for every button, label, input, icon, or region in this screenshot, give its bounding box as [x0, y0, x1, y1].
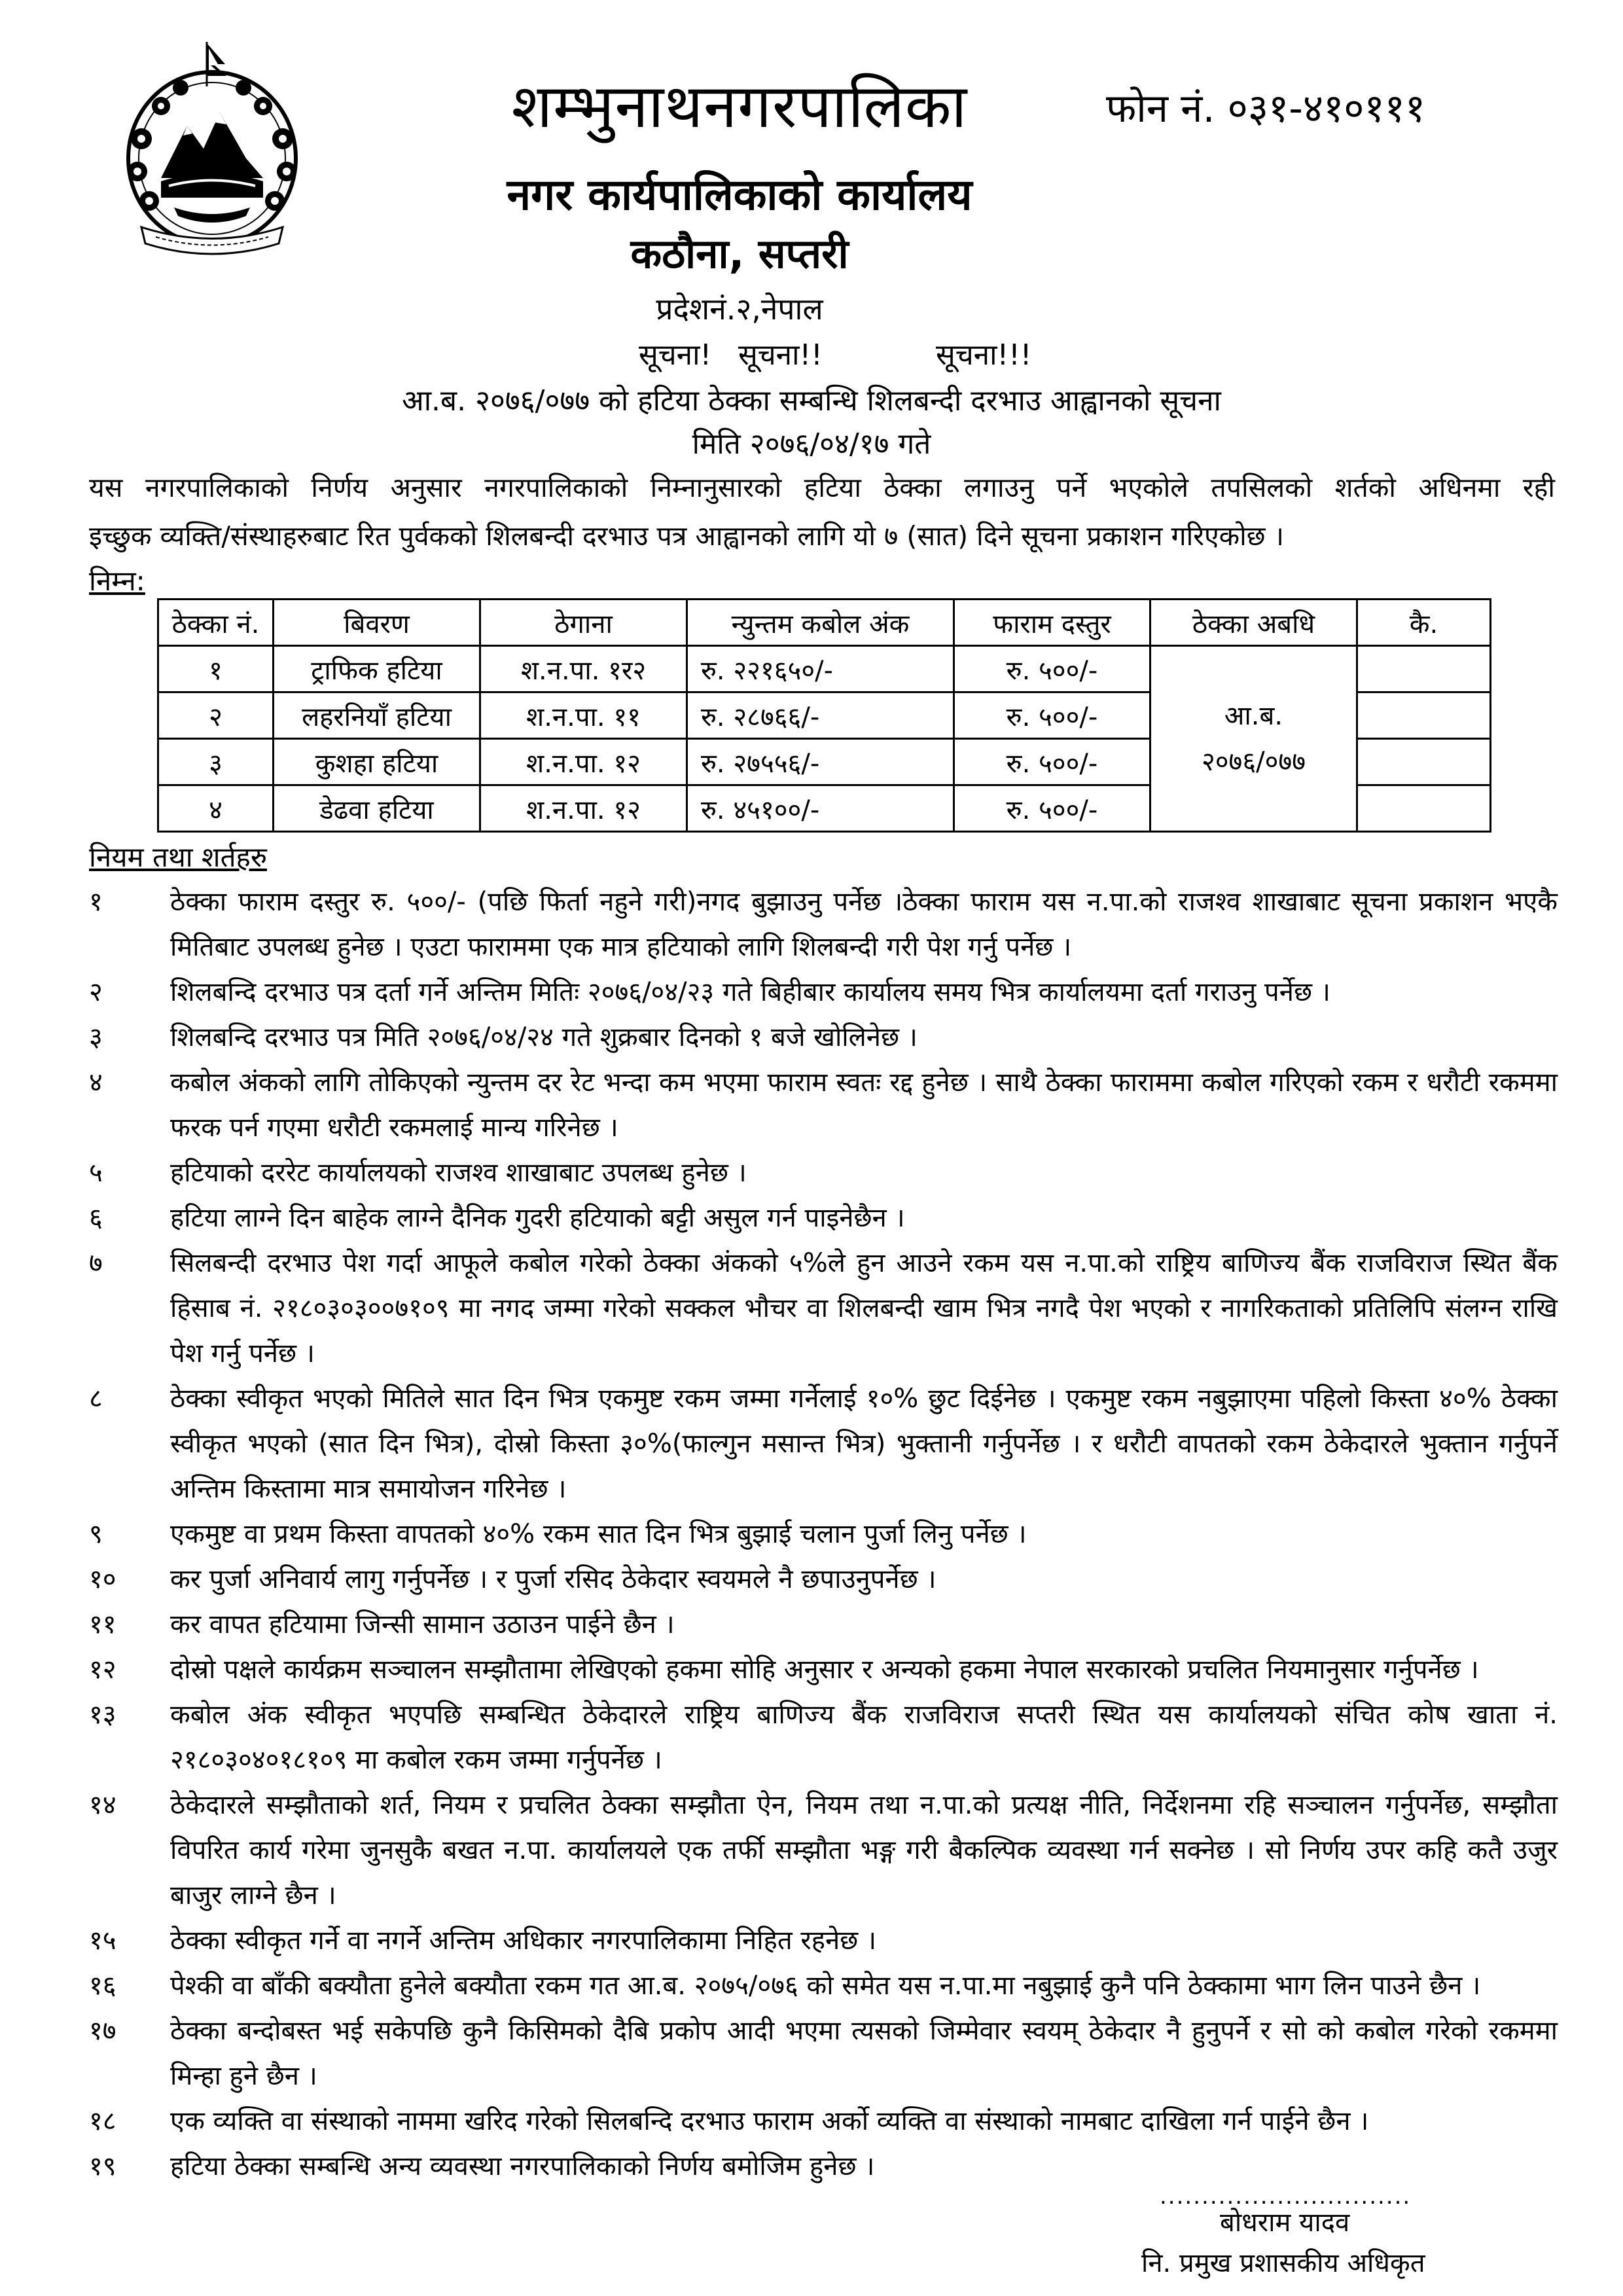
rule-text: कबोल अंकको लागि तोकिएको न्युन्तम दर रेट भन्दा कम भएमा फाराम स्वतः रद्द हुनेछ । साथै ठेक्का फाराममा कबोल गरिएको रकम र धरौटी रकममा फरक पर्न गएमा धरौटी रकमलाई मान्य गरिनेछ । [170, 1067, 1558, 1143]
table-row [158, 646, 1491, 692]
table-heading: निम्न: [89, 565, 145, 597]
rule-text: हटियाको दररेट कार्यालयको राजश्व शाखाबाट उपलब्ध हुनेछ । [170, 1158, 747, 1188]
rule-item [89, 1918, 1558, 1964]
rule-number: १० [89, 1564, 116, 1594]
cell-address: श.न.पा. ११ [480, 692, 687, 739]
rule-number: १९ [89, 2151, 116, 2181]
rule-number: ११ [89, 1609, 116, 1640]
rule-number: ७ [89, 1248, 103, 1278]
rule-number: १५ [89, 1926, 116, 1956]
rule-text: शिलबन्दि दरभाउ पत्र दर्ता गर्ने अन्तिम मितिः २०७६/०४/२३ गते बिहीबार कार्यालय समय भित्र कार्यालयमा दर्ता गराउनु पर्नेछ । [170, 977, 1330, 1007]
rule-number: ९ [89, 1519, 103, 1549]
phone-number: फोन नं. ०३१-४१०१११ [1106, 86, 1426, 132]
cell-contract-no: ४ [158, 785, 274, 832]
cell-description: कुशहा हटिया [274, 739, 480, 785]
notice-date: मिति २०७६/०४/१७ गते [692, 427, 931, 461]
contract-table [157, 598, 1491, 833]
cell-min-bid: रु. ४५१००/- [687, 785, 954, 832]
rule-number: १३ [89, 1700, 116, 1730]
municipality-name: शम्भुनाथनगरपालिका [511, 71, 968, 141]
rule-text: सिलबन्दी दरभाउ पेश गर्दा आफूले कबोल गरेको ठेक्का अंकको ५%ले हुन आउने रकम यस न.पा.को राष्ट्रिय बाणिज्य बैंक राजविराज स्थित बैंक हिसाब नं. २१८०३०३००७१०९ मा नगद जम्मा गरेको सक्कल भौचर वा शिलबन्दी खाम भित्र नगदै पेश भएको र नागरिकताको प्रतिलिपि संलग्न राखि पेश गर्नु पर्नेछ । [170, 1248, 1558, 1369]
col-header-form-fee: फाराम दस्तुर [954, 600, 1150, 646]
rule-item [89, 1196, 1558, 1241]
cell-form-fee: रु. ५००/- [954, 646, 1150, 692]
rule-item [89, 1241, 1558, 1376]
rule-number: १७ [89, 2016, 116, 2046]
cell-remarks [1357, 739, 1491, 785]
office-name: नगर कार्यपालिकाको कार्यालय [507, 170, 972, 220]
rule-text: शिलबन्दि दरभाउ पत्र मिति २०७६/०४/२४ गते शुक्रबार दिनको १ बजे खोलिनेछ । [170, 1022, 918, 1052]
cell-address: श.न.पा. १२ [480, 739, 687, 785]
rule-text: कबोल अंक स्वीकृत भएपछि सम्बन्धित ठेकेदारले राष्ट्रिय बाणिज्य बैंक राजविराज सप्तरी स्थित यस कार्यालयको संचित कोष खाता नं. २१८०३०४०१८१०९ मा कबोल रकम जम्मा गर्नुपर्नेछ । [170, 1700, 1558, 1775]
rule-number: ५ [89, 1158, 103, 1188]
rule-text: पेश्की वा बाँकी बक्यौता हुनेले बक्यौता रकम गत आ.ब. २०७५/०७६ को समेत यस न.पा.मा नबुझाई कुनै पनि ठेक्कामा भाग लिन पाउने छैन । [170, 1971, 1481, 2001]
rule-item [89, 1376, 1558, 1512]
rule-item [89, 1557, 1558, 1602]
rule-text: एक व्यक्ति वा संस्थाको नाममा खरिद गरेको सिलबन्दि दरभाउ फाराम अर्को व्यक्ति वा संस्थाको नामबाट दाखिला गर्न पाईने छैन । [170, 2106, 1369, 2136]
rule-text: हटिया लाग्ने दिन बाहेक लाग्ने दैनिक गुदरी हटियाको बट्टी असुल गर्न पाइनेछैन । [170, 1203, 905, 1233]
rule-item [89, 1647, 1558, 1693]
signature-line: .............................. [1160, 2183, 1412, 2210]
cell-remarks [1357, 785, 1491, 832]
table-header-row [158, 600, 1491, 646]
rule-number: ८ [89, 1384, 103, 1414]
rules-list [89, 880, 1558, 2189]
col-header-min-bid: न्युन्तम कबोल अंक [687, 600, 954, 646]
rule-item [89, 1693, 1558, 1783]
cell-contract-no: २ [158, 692, 274, 739]
rule-number: १ [89, 887, 103, 917]
cell-contract-no: १ [158, 646, 274, 692]
signatory-name: बोधराम यादव [1220, 2208, 1350, 2238]
notice-word-1: सूचना! [639, 338, 712, 372]
rule-item [89, 880, 1558, 970]
rule-item [89, 1060, 1558, 1151]
rule-item [89, 1151, 1558, 1196]
cell-min-bid: रु. २२१६५०/- [687, 646, 954, 692]
rule-item [89, 970, 1558, 1015]
intro-line-2: इच्छुक व्यक्ति/संस्थाहरुबाट रित पुर्वकको शिलबन्दी दरभाउ पत्र आह्वानको लागि यो ७ (सात) दिने सूचना प्रकाशन गरिएकोछ । [89, 520, 1285, 552]
rule-text: दोस्रो पक्षले कार्यक्रम सञ्चालन सम्झौतामा लेखिएको हकमा सोहि अनुसार र अन्यको हकमा नेपाल सरकारको प्रचलित नियमानुसार गर्नुपर्नेछ । [170, 1655, 1479, 1685]
cell-form-fee: रु. ५००/- [954, 785, 1150, 832]
cell-min-bid: रु. २७५५६/- [687, 739, 954, 785]
period-line-2: २०७६/०७७ [1201, 746, 1306, 777]
cell-period [1150, 646, 1357, 832]
rule-item [89, 1512, 1558, 1557]
cell-description: लहरनियाँ हटिया [274, 692, 480, 739]
notice-subject: आ.ब. २०७६/०७७ को हटिया ठेक्का सम्बन्धि शिलबन्दी दरभाउ आह्वानको सूचना [402, 384, 1221, 418]
rule-item [89, 2009, 1558, 2099]
office-location: कठौना, सप्तरी [630, 230, 849, 278]
cell-form-fee: रु. ५००/- [954, 739, 1150, 785]
municipality-emblem-icon [115, 41, 309, 260]
rule-text: कर वापत हटियामा जिन्सी सामान उठाउन पाईने छैन । [170, 1609, 675, 1640]
rule-text: एकमुष्ट वा प्रथम किस्ता वापतको ४०% रकम सात दिन भित्र बुझाई चलान पुर्जा लिनु पर्नेछ । [170, 1519, 1027, 1549]
cell-address: श.न.पा. १र२ [480, 646, 687, 692]
province-line: प्रदेशनं.२,नेपाल [656, 291, 823, 327]
notice-word-3: सूचना!!! [936, 338, 1032, 372]
rule-item [89, 2099, 1558, 2144]
cell-form-fee: रु. ५००/- [954, 692, 1150, 739]
cell-min-bid: रु. २८७६६/- [687, 692, 954, 739]
rule-item [89, 1015, 1558, 1060]
rule-number: १८ [89, 2106, 116, 2136]
period-line-1: आ.ब. [1224, 700, 1283, 731]
signatory-title: नि. प्रमुख प्रशासकीय अधिकृत [1141, 2248, 1425, 2278]
rule-number: १६ [89, 1971, 116, 2001]
rule-item [89, 1602, 1558, 1647]
col-header-description: बिवरण [274, 600, 480, 646]
intro-paragraph [89, 463, 1555, 560]
cell-description: ट्राफिक हटिया [274, 646, 480, 692]
rule-item [89, 1964, 1558, 2009]
col-header-period: ठेक्का अबधि [1150, 600, 1357, 646]
intro-line-1: यस नगरपालिकाको निर्णय अनुसार नगरपालिकाको निम्नानुसारको हटिया ठेक्का लगाउनु पर्ने भएकोले तपसिलको शर्तको अधिनमा रही [89, 472, 1555, 503]
cell-contract-no: ३ [158, 739, 274, 785]
col-header-remarks: कै. [1357, 600, 1491, 646]
rule-number: १४ [89, 1790, 116, 1820]
notice-word-2: सूचना!! [738, 338, 823, 372]
cell-description: डेढवा हटिया [274, 785, 480, 832]
rule-text: ठेक्का स्वीकृत गर्ने वा नगर्ने अन्तिम अधिकार नगरपालिकामा निहित रहनेछ । [170, 1926, 877, 1956]
rule-text: ठेक्का बन्दोबस्त भई सकेपछि कुनै किसिमको दैबि प्रकोप आदी भएमा त्यसको जिम्मेवार स्वयम् ठेकेदार नै हुनुपर्ने र सो को कबोल गरेको रकममा मिन्हा हुने छैन । [170, 2016, 1558, 2091]
rule-item [89, 2144, 1558, 2189]
cell-address: श.न.पा. १२ [480, 785, 687, 832]
rule-text: ठेक्का स्वीकृत भएको मितिले सात दिन भित्र एकमुष्ट रकम जम्मा गर्नेलाई १०% छुट दिईनेछ । एकमुष्ट रकम नबुझाएमा पहिलो किस्ता ४०% ठेक्का स्वीकृत भएको (सात दिन भित्र), दोस्रो किस्ता ३०%(फाल्गुन मसान्त भित्र) भुक्तानी गर्नुपर्नेछ । र धरौटी वापतको रकम ठेकेदारले भुक्तान गर्नुपर्ने अन्तिम किस्तामा मात्र समायोजन गरिनेछ । [170, 1384, 1558, 1504]
col-header-address: ठेगाना [480, 600, 687, 646]
rule-number: ४ [89, 1067, 103, 1098]
rule-text: ठेक्का फाराम दस्तुर रु. ५००/- (पछि फिर्ता नहुने गरी)नगद बुझाउनु पर्नेछ ।ठेक्का फाराम यस न.पा.को राजश्व शाखाबाट सूचना प्रकाशन भएकै मितिबाट उपलब्ध हुनेछ । एउटा फाराममा एक मात्र हटियाको लागि शिलबन्दी गरी पेश गर्नु पर्नेछ । [170, 887, 1558, 962]
rule-text: ठेकेदारले सम्झौताको शर्त, नियम र प्रचलित ठेक्का सम्झौता ऐन, नियम तथा न.पा.को प्रत्यक्ष नीति, निर्देशनमा रहि सञ्चालन गर्नुपर्नेछ, सम्झौता विपरित कार्य गरेमा जुनसुकै बखत न.पा. कार्यालयले एक तर्फी सम्झौता भङ्ग गरी बैकल्पिक व्यवस्था गर्न सक्नेछ । सो निर्णय उपर कहि कतै उजुर बाजुर लाग्ने छैन । [170, 1790, 1558, 1910]
rules-heading: नियम तथा शर्तहरु [89, 841, 267, 873]
rule-number: २ [89, 977, 103, 1007]
rule-number: १२ [89, 1655, 116, 1685]
rule-item [89, 1783, 1558, 1918]
cell-remarks [1357, 646, 1491, 692]
rule-text: हटिया ठेक्का सम्बन्धि अन्य व्यवस्था नगरपालिकाको निर्णय बमोजिम हुनेछ । [170, 2151, 875, 2181]
cell-remarks [1357, 692, 1491, 739]
rule-text: कर पुर्जा अनिवार्य लागु गर्नुपर्नेछ । र पुर्जा रसिद ठेकेदार स्वयमले नै छपाउनुपर्नेछ । [170, 1564, 936, 1594]
rule-number: ६ [89, 1203, 103, 1233]
rule-number: ३ [89, 1022, 103, 1052]
col-header-contract-no: ठेक्का नं. [158, 600, 274, 646]
